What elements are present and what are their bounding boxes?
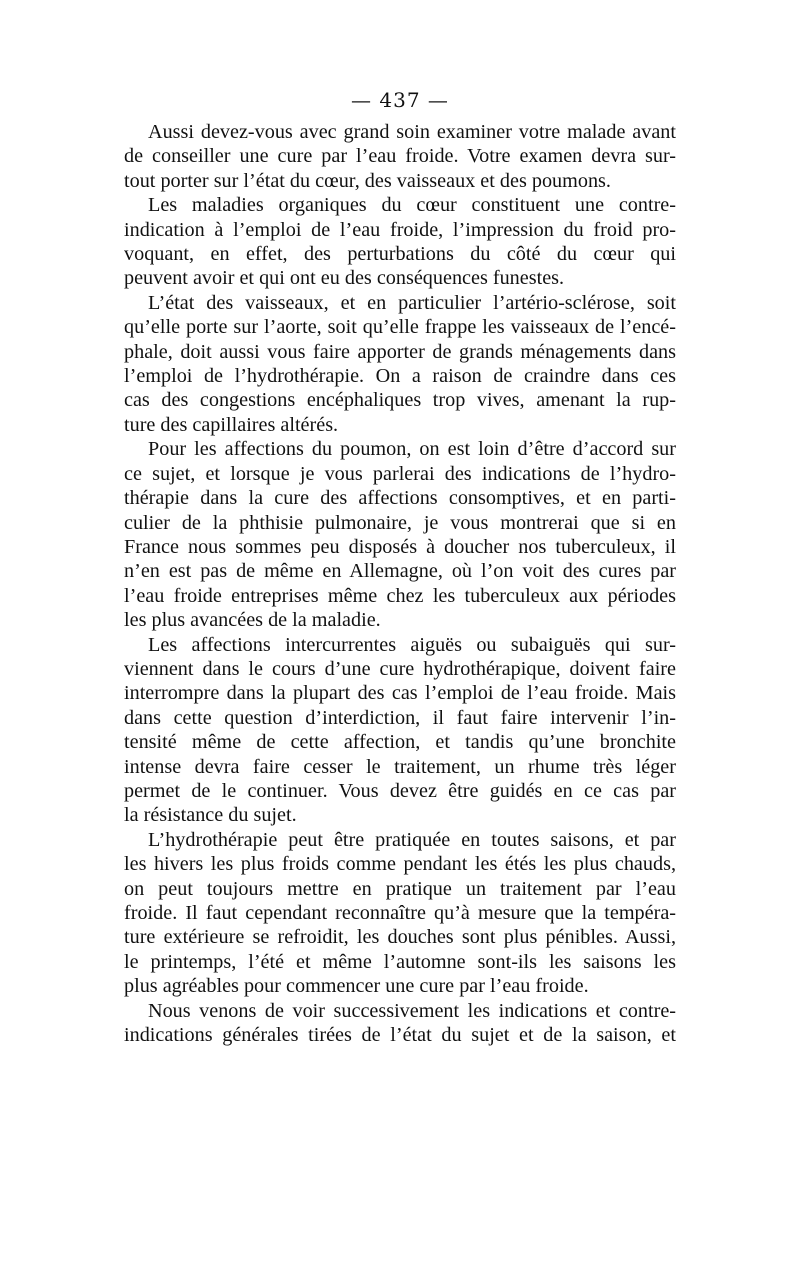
paragraph <box>124 291 676 437</box>
text-line: de conseiller une cure par l’eau froide. Votre examen devra sur- <box>124 145 676 168</box>
text-line: les plus avancées de la maladie. <box>124 609 381 632</box>
paragraph <box>124 999 676 1048</box>
text-line: voquant, en effet, des perturbations du côté du cœur qui <box>124 243 676 266</box>
text-line: dans cette question d’interdiction, il faut faire intervenir l’in- <box>124 706 676 729</box>
text-line: Aussi devez-vous avec grand soin examiner votre malade avant <box>148 121 676 143</box>
paragraph <box>124 120 676 193</box>
text-line: la résistance du sujet. <box>124 804 297 827</box>
text-line: cas des congestions encéphaliques trop vives, amenant la rup- <box>124 389 676 412</box>
text-line: L’état des vaisseaux, et en particulier l’artério-sclérose, soit <box>148 291 676 314</box>
text-line: l’emploi de l’hydrothérapie. On a raison de craindre dans ces <box>124 365 676 388</box>
text-line: phale, doit aussi vous faire apporter de grands ménagements dans <box>124 340 676 363</box>
text-line: Les maladies organiques du cœur constituent une contre- <box>148 194 676 217</box>
text-line: intense devra faire cesser le traitement, un rhume très léger <box>124 755 676 778</box>
text-line: Les affections intercurrentes aiguës ou subaiguës qui sur- <box>148 633 676 656</box>
text-line: tensité même de cette affection, et tandis qu’une bronchite <box>124 731 676 754</box>
text-line: Pour les affections du poumon, on est loin d’être d’accord sur <box>148 438 676 461</box>
text-line: le printemps, l’été et même l’automne sont-ils les saisons les <box>124 950 676 973</box>
paragraph <box>124 437 676 632</box>
text-line: indication à l’emploi de l’eau froide, l’impression du froid pro- <box>124 218 676 241</box>
body-text <box>124 120 676 1047</box>
text-line: permet de le continuer. Vous devez être guidés en ce cas par <box>124 779 676 802</box>
text-line: peuvent avoir et qui ont eu des conséquences funestes. <box>124 267 565 290</box>
text-line: France nous sommes peu disposés à doucher nos tuberculeux, il <box>124 535 676 558</box>
paragraph <box>124 828 676 999</box>
text-line: on peut toujours mettre en pratique un traitement par l’eau <box>124 877 676 900</box>
text-line: indications générales tirées de l’état du sujet et de la saison, et <box>124 1024 676 1047</box>
text-line: L’hydrothérapie peut être pratiquée en toutes saisons, et par <box>148 828 676 851</box>
text-line: les hivers les plus froids comme pendant les étés les plus chauds, <box>124 853 676 876</box>
text-line: l’eau froide entreprises même chez les tuberculeux aux périodes <box>124 584 676 607</box>
text-line: ce sujet, et lorsque je vous parlerai des indications de l’hydro- <box>124 462 676 485</box>
text-line: ture extérieure se refroidit, les douches sont plus pénibles. Aussi, <box>124 926 676 949</box>
page-number: — 437 — <box>351 88 449 112</box>
text-line: Nous venons de voir successivement les indications et contre- <box>148 999 676 1022</box>
text-line: tout porter sur l’état du cœur, des vaisseaux et des poumons. <box>124 169 611 192</box>
text-line: n’en est pas de même en Allemagne, où l’on voit des cures par <box>124 560 676 583</box>
paragraph <box>124 633 676 828</box>
text-line: ture des capillaires altérés. <box>124 413 339 436</box>
text-line: viennent dans le cours d’une cure hydrothérapique, doivent faire <box>124 657 676 680</box>
text-line: froide. Il faut cependant reconnaître qu’à mesure que la tempéra- <box>124 902 676 924</box>
text-line: plus agréables pour commencer une cure par l’eau froide. <box>124 975 589 998</box>
text-line: qu’elle porte sur l’aorte, soit qu’elle frappe les vaisseaux de l’encé- <box>124 316 676 339</box>
paragraph <box>124 193 676 291</box>
text-line: thérapie dans la cure des affections consomptives, et en parti- <box>124 487 676 510</box>
text-line: culier de la phthisie pulmonaire, je vous montrerai que si en <box>124 511 676 534</box>
text-line: interrompre dans la plupart des cas l’emploi de l’eau froide. Mais <box>124 682 676 705</box>
